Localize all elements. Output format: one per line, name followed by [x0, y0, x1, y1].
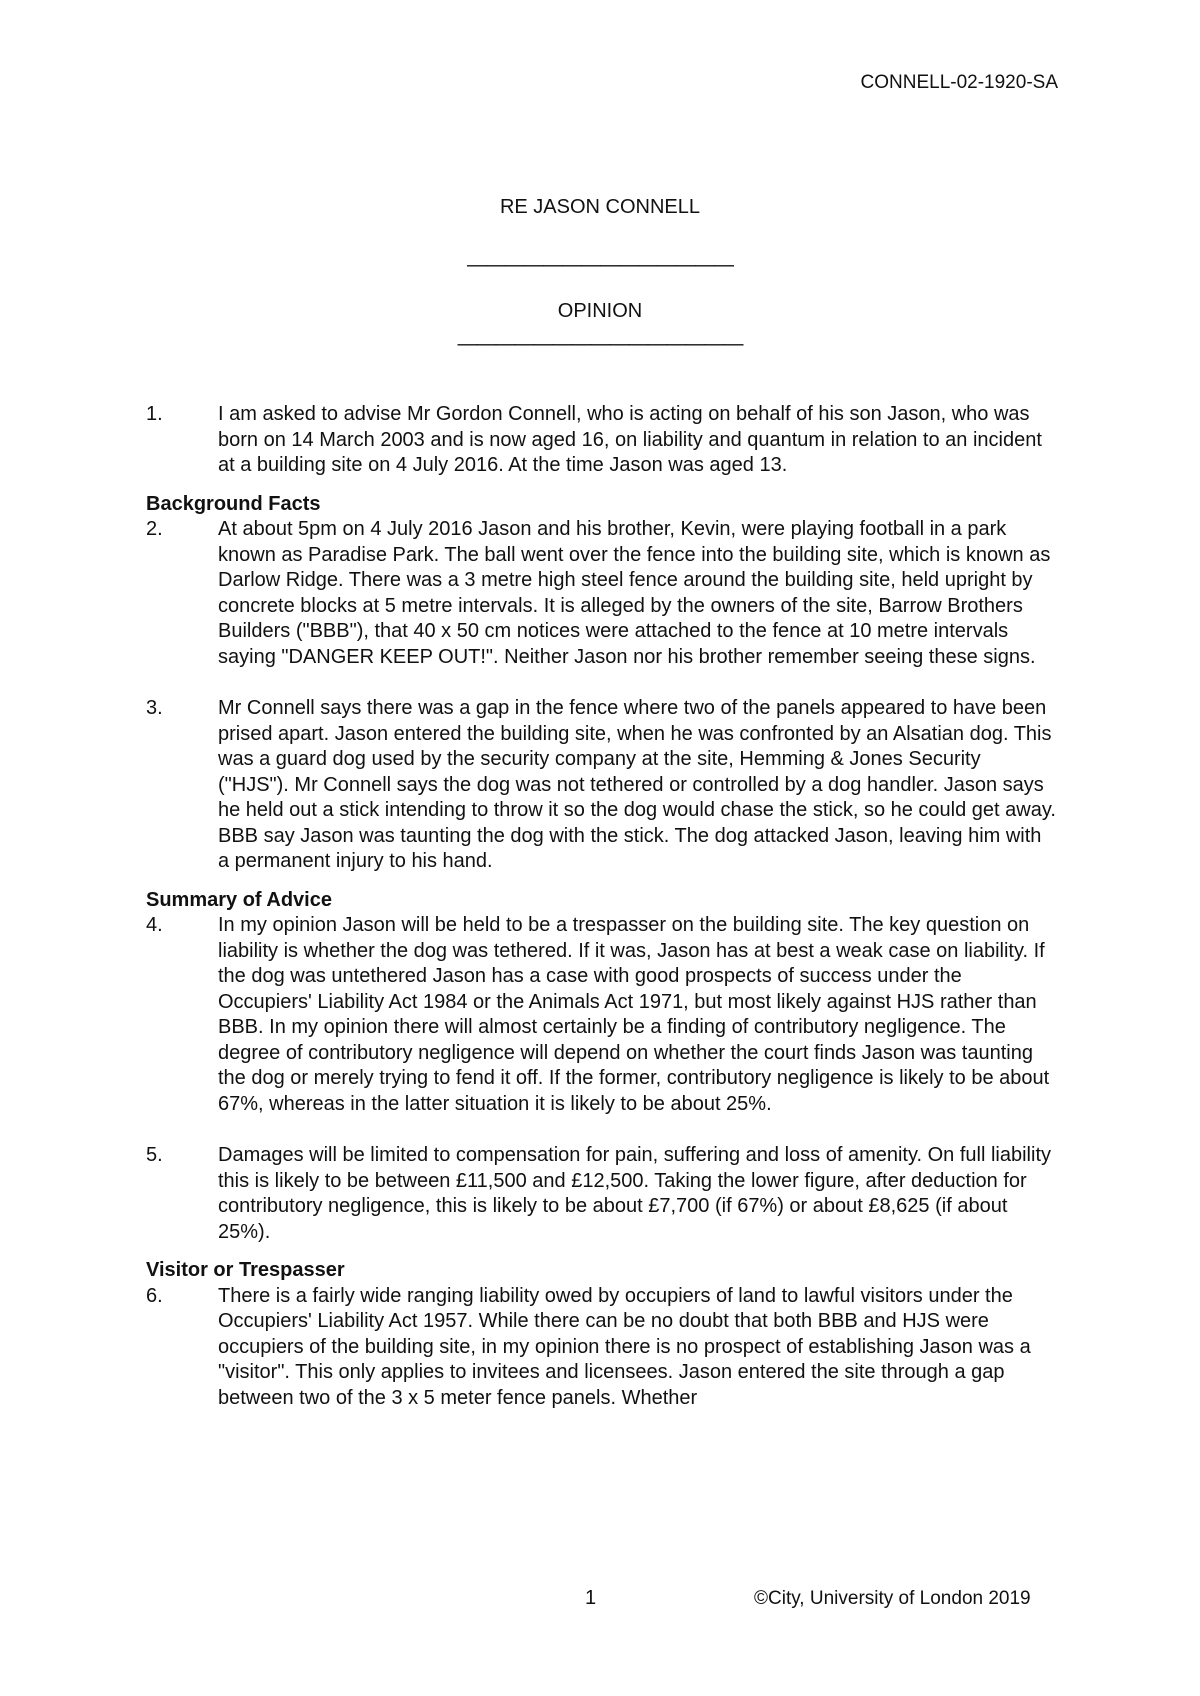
paragraph-text: In my opinion Jason will be held to be a trespasser on the building site. The key question on liability is whether the dog was tethered. If it was, Jason has at best a weak case on liability. If the dog was untethered Jason has a case with good prospects of success under the Occupiers' Liability Act 1984 or the Animals Act 1971, but most likely against HJS rather than BBB. In my opinion there will almost certainly be a finding of contributory negligence. The degree of contributory negligence will depend on whether the court finds Jason was taunting the dog or merely trying to fend it off. If the former, contributory negligence is likely to be about 67%, whereas in the latter situation it is likely to be about 25%.: [218, 914, 1050, 1115]
paragraph-number: 2.: [146, 518, 163, 540]
paragraph-number: 1.: [146, 403, 163, 425]
paragraph-6: [146, 1284, 1056, 1412]
paragraph-4: [146, 913, 1056, 1117]
document-body: [146, 402, 1056, 1411]
paragraph-number: 6.: [146, 1284, 163, 1307]
paragraph-3: [146, 696, 1056, 875]
paragraph-text: Damages will be limited to compensation for pain, suffering and loss of amenity. On full liability this is likely to be between £11,500 and £12,500. Taking the lower figure, after deduction for contributory negligence, this is likely to be about £7,700 (if 67%) or about £8,625 (if about 25%).: [218, 1144, 1051, 1243]
document-subtitle: OPINION: [557, 300, 643, 322]
section-heading-summary-of-advice: Summary of Advice: [146, 888, 332, 911]
paragraph-1: [146, 402, 1056, 479]
title-rule-bottom: ———————————————: [457, 333, 743, 355]
paragraph-number: 3.: [146, 697, 163, 719]
copyright-notice: ©City, University of London 2019: [754, 1588, 1031, 1609]
paragraph-number: 4.: [146, 914, 163, 936]
page-number: 1: [585, 1587, 597, 1609]
paragraph-5: [146, 1143, 1056, 1245]
section-heading-background-facts: Background Facts: [146, 492, 321, 515]
paragraph-text: I am asked to advise Mr Gordon Connell, who is acting on behalf of his son Jason, who was born on 14 March 2003 and is now aged 16, on liability and quantum in relation to an incident at a building site on 4 July 2016. At the time Jason was aged 13.: [218, 403, 1042, 476]
paragraph-text: At about 5pm on 4 July 2016 Jason and his brother, Kevin, were playing football in a park known as Paradise Park. The ball went over the fence into the building site, which is known as Darlow Ridge. There was a 3 metre high steel fence around the building site, held upright by concrete blocks at 5 metre intervals. It is alleged by the owners of the site, Barrow Brothers Builders ("BBB"), that 40 x 50 cm notices were attached to the fence at 10 metre intervals saying "DANGER KEEP OUT!". Neither Jason nor his brother remember seeing these signs.: [218, 518, 1051, 668]
section-heading-visitor-or-trespasser: Visitor or Trespasser: [146, 1259, 345, 1281]
document-title: RE JASON CONNELL: [499, 196, 701, 218]
paragraph-text: There is a fairly wide ranging liability owed by occupiers of land to lawful visitors under the Occupiers' Liability Act 1957. While there can be no doubt that both BBB and HJS were occupiers of the building site, in my opinion there is no prospect of establishing Jason was a "visitor". This only applies to invitees and licensees. Jason entered the site through a gap between two of the 3 x 5 meter fence panels. Whether: [218, 1284, 1031, 1409]
paragraph-text: Mr Connell says there was a gap in the fence where two of the panels appeared to have been prised apart. Jason entered the building site, when he was confronted by an Alsatian dog. This was a guard dog used by the security company at the site, Hemming & Jones Security ("HJS"). Mr Connell says the dog was not tethered or controlled by a dog handler. Jason says he held out a stick intending to throw it so the dog would chase the stick, so he could get away. BBB say Jason was taunting the dog with the stick. The dog attacked Jason, leaving him with a permanent injury to his hand.: [218, 697, 1056, 872]
title-rule-top: ——————————————: [467, 254, 733, 276]
paragraph-number: 5.: [146, 1144, 163, 1166]
paragraph-2: [146, 517, 1056, 670]
document-reference: CONNELL-02-1920-SA: [860, 72, 1058, 93]
